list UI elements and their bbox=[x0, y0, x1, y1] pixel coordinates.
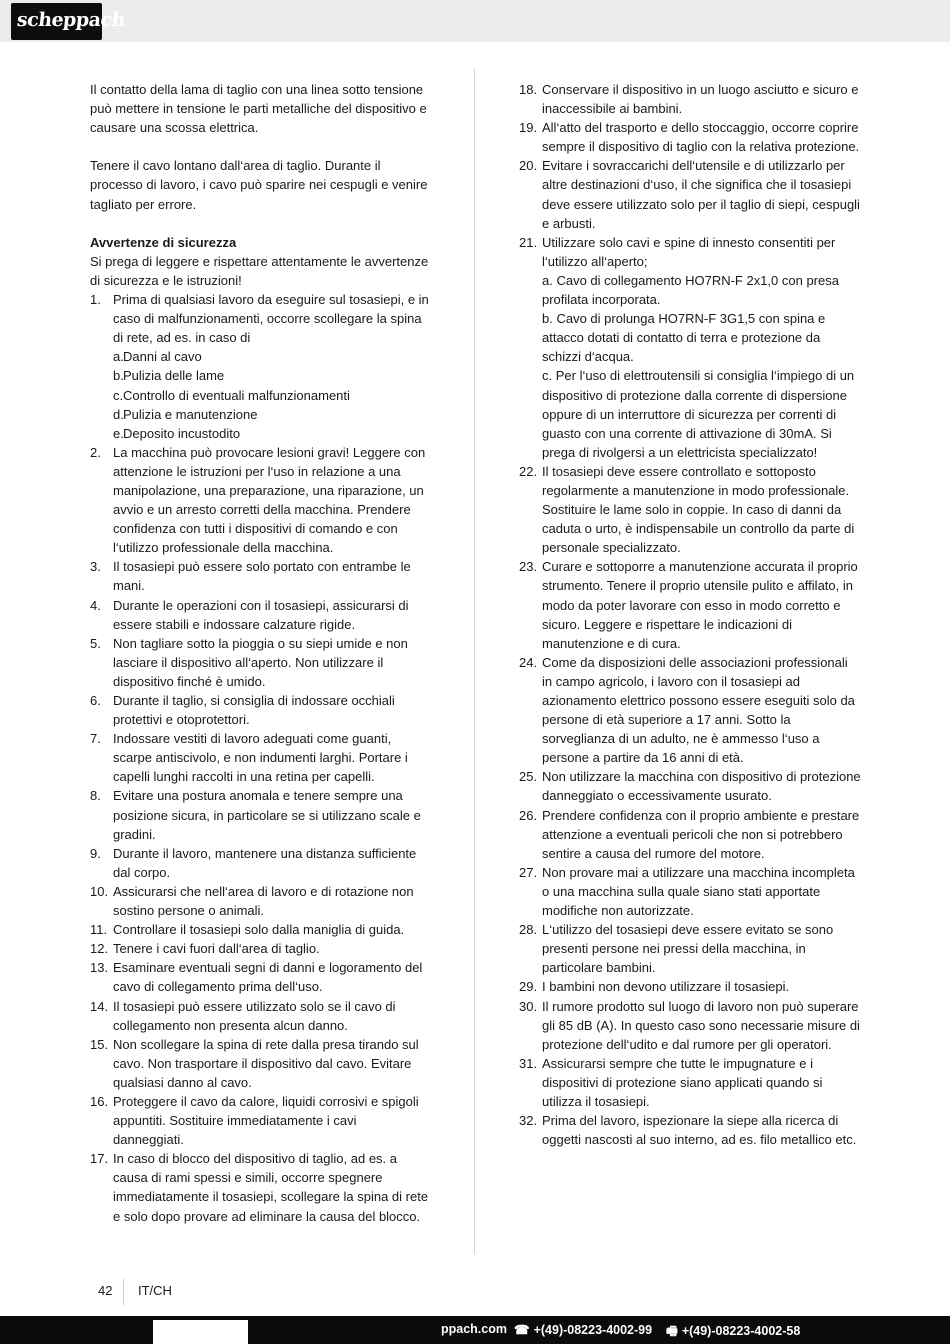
item-number: 20. bbox=[519, 158, 538, 174]
item-number: 4. bbox=[90, 597, 101, 613]
list-item bbox=[90, 997, 430, 1035]
item-body bbox=[113, 634, 430, 691]
list-item bbox=[90, 920, 430, 939]
item-number: 23. bbox=[519, 559, 538, 575]
list-item bbox=[519, 118, 861, 156]
item-number: 7. bbox=[90, 731, 101, 747]
item-text: In caso di blocco del dispositivo di taglio, ad es. a causa di rami spessi e simili, occorre spegnere immediatamente il tosasiepi, scollegare la spina di rete e solo dopo provare ad eliminare la causa del blocco. bbox=[113, 1151, 429, 1224]
sub-paragraph: c. Per l‘uso di elettroutensili si consiglia l‘impiego di un dispositivo di protezione dalla corrente di dispersione oppure di un interruttore di sicurezza per correnti di guasto con una corrente di attivazione di 30mA. Si prega di rivolgersi a un elettricista specializzato! bbox=[542, 368, 855, 460]
item-text: Proteggere il cavo da calore, liquidi corrosivi e spigoli appuntiti. Sostituire immediatamente i cavi danneggiati. bbox=[113, 1093, 419, 1148]
item-body bbox=[113, 939, 430, 958]
item-body bbox=[542, 920, 861, 977]
item-body bbox=[542, 156, 861, 232]
list-item bbox=[90, 844, 430, 882]
item-number: 26. bbox=[519, 807, 538, 823]
list-item bbox=[90, 596, 430, 634]
item-number: 12. bbox=[90, 941, 109, 957]
item-body bbox=[113, 997, 430, 1035]
item-body bbox=[542, 767, 861, 805]
item-number: 32. bbox=[519, 1113, 538, 1129]
item-text: Prima di qualsiasi lavoro da eseguire sul tosasiepi, e in caso di malfunzionamenti, occorre scollegare la spina di rete, ad es. in caso di bbox=[113, 292, 429, 346]
list-item bbox=[519, 462, 861, 557]
item-text: All‘atto del trasporto e dello stoccaggio, occorre coprire sempre il dispositivo di taglio con la relativa protezione. bbox=[542, 120, 860, 155]
item-body bbox=[542, 80, 861, 118]
item-text: Prima del lavoro, ispezionare la siepe alla ricerca di oggetti nascosti al suo interno, ad es. filo metallico etc. bbox=[542, 1113, 857, 1148]
item-text: Il tosasiepi può essere solo portato con entrambe le mani. bbox=[113, 559, 411, 594]
intro-paragraph-2: Tenere il cavo lontano dall‘area di taglio. Durante il processo di lavoro, i cavo può sparire nei cespugli e venire tagliato per errore. bbox=[90, 158, 428, 212]
list-item bbox=[90, 634, 430, 691]
item-text: Evitare una postura anomala e tenere sempre una posizione sicura, in particolare se si utilizzano scale e gradini. bbox=[113, 788, 421, 842]
item-body bbox=[542, 977, 861, 996]
item-number: 31. bbox=[519, 1055, 538, 1071]
sub-item bbox=[113, 366, 430, 385]
safety-list-right bbox=[519, 80, 861, 1149]
item-body bbox=[542, 806, 861, 863]
scheppach-logo bbox=[11, 3, 127, 40]
item-body bbox=[113, 691, 430, 729]
list-item bbox=[519, 863, 861, 920]
sub-item bbox=[113, 386, 430, 405]
list-item bbox=[519, 233, 861, 462]
language-code: IT/CH bbox=[138, 1283, 172, 1298]
list-item bbox=[519, 1111, 861, 1149]
item-number: 11. bbox=[90, 922, 108, 938]
item-body bbox=[113, 786, 430, 843]
left-column bbox=[90, 80, 430, 1226]
right-column bbox=[519, 80, 861, 1149]
sub-item-letter: c. bbox=[113, 387, 124, 403]
list-item bbox=[90, 939, 430, 958]
item-body bbox=[542, 557, 861, 652]
item-body bbox=[113, 596, 430, 634]
intro-paragraph-3: Si prega di leggere e rispettare attentamente le avvertenze di sicurezza e le istruzioni! bbox=[90, 253, 429, 288]
item-number: 18. bbox=[519, 82, 538, 97]
item-text: L‘utilizzo del tosasiepi deve essere evitato se sono presenti persone nei pressi della macchina, in particolare bambini. bbox=[542, 922, 834, 976]
item-text: Prendere confidenza con il proprio ambiente e prestare attenzione a eventuali pericoli che non si potrebbero sentire a causa del rumore del motore. bbox=[542, 807, 860, 861]
item-body bbox=[113, 557, 430, 595]
item-text: Il tosasiepi deve essere controllato e sottoposto regolarmente a manutenzione in modo professionale. Sostituire le lame solo in coppie. In caso di danni da caduta o urto, è indispensabile un controllo da parte di personale specializzato. bbox=[542, 463, 855, 556]
item-number: 29. bbox=[519, 979, 538, 995]
item-text: Esaminare eventuali segni di danni e logoramento del cavo di collegamento prima dell‘uso. bbox=[113, 960, 423, 995]
top-bar bbox=[0, 0, 950, 42]
sub-item-text: Deposito incustodito bbox=[123, 425, 241, 441]
list-item bbox=[90, 1035, 430, 1092]
list-item bbox=[90, 882, 430, 920]
list-item bbox=[519, 767, 861, 805]
item-number: 25. bbox=[519, 769, 538, 785]
safety-list-left bbox=[90, 290, 430, 1226]
list-item bbox=[519, 557, 861, 652]
sub-item-letter: d. bbox=[113, 406, 124, 422]
item-text: Durante le operazioni con il tosasiepi, assicurarsi di essere stabili e indossare calzature rigide. bbox=[113, 597, 409, 632]
item-body bbox=[542, 233, 861, 462]
list-item bbox=[90, 1149, 430, 1225]
sub-item bbox=[113, 424, 430, 443]
list-item bbox=[519, 156, 861, 232]
list-item bbox=[519, 806, 861, 863]
item-body bbox=[542, 863, 861, 920]
item-text: Conservare il dispositivo in un luogo asciutto e sicuro e inaccessibile ai bambini. bbox=[542, 82, 859, 117]
item-number: 1. bbox=[90, 292, 101, 308]
phone-icon: ☎ bbox=[514, 1323, 530, 1337]
item-text: Tenere i cavi fuori dall‘area di taglio. bbox=[113, 941, 320, 957]
section-heading: Avvertenze di sicurezza bbox=[90, 234, 237, 250]
list-item bbox=[90, 290, 430, 443]
item-number: 15. bbox=[90, 1036, 109, 1052]
item-body bbox=[113, 1035, 430, 1092]
item-body bbox=[113, 1149, 430, 1225]
list-item bbox=[519, 977, 861, 996]
item-body bbox=[542, 997, 861, 1054]
list-item bbox=[90, 691, 430, 729]
sub-item-letter: a. bbox=[113, 349, 124, 365]
item-text: Non provare mai a utilizzare una macchina incompleta o una macchina sulla quale siano stati apportate modifiche non autorizzate. bbox=[542, 864, 855, 919]
item-number: 9. bbox=[90, 845, 101, 861]
sub-item-letter: e. bbox=[113, 425, 124, 441]
item-text: Come da disposizioni delle associazioni professionali in campo agricolo, i lavoro con il tosasiepi ad azionamento elettrico possono essere eseguiti solo da persone di età superiore a 17 anni. Sotto la sorveglianza di un adulto, ne è ammesso l‘uso a persone a partire da 16 anni di età. bbox=[542, 654, 855, 766]
item-body bbox=[113, 729, 430, 786]
list-item bbox=[519, 920, 861, 977]
list-item bbox=[90, 786, 430, 843]
page-number: 42 bbox=[98, 1283, 113, 1298]
item-number: 24. bbox=[519, 654, 538, 670]
item-body bbox=[113, 1092, 430, 1149]
sub-item bbox=[113, 347, 430, 366]
item-number: 3. bbox=[90, 559, 101, 575]
footer-divider bbox=[123, 1279, 124, 1305]
list-item bbox=[519, 1054, 861, 1111]
item-text: Indossare vestiti di lavoro adeguati come guanti, scarpe antiscivolo, e non indumenti larghi. Portare i capelli lunghi raccolti in una retina per capelli. bbox=[113, 731, 408, 785]
item-number: 30. bbox=[519, 998, 538, 1014]
list-item bbox=[519, 80, 861, 118]
list-item bbox=[90, 729, 430, 786]
list-item bbox=[519, 653, 861, 768]
fax-number bbox=[666, 1322, 800, 1343]
item-number: 8. bbox=[90, 788, 101, 804]
item-body bbox=[542, 653, 861, 768]
item-number: 19. bbox=[519, 120, 538, 136]
item-body bbox=[113, 443, 430, 558]
website-link[interactable]: ppach.com bbox=[441, 1322, 507, 1336]
fax-text: +(49)-08223-4002-58 bbox=[681, 1324, 801, 1338]
list-item bbox=[90, 443, 430, 558]
item-body bbox=[113, 290, 430, 443]
phone-number bbox=[514, 1322, 652, 1337]
item-number: 10. bbox=[90, 883, 109, 899]
item-text: Curare e sottoporre a manutenzione accurata il proprio strumento. Tenere il proprio utensile pulito e affilato, in modo da poter lavorare con esso in modo corretto e sicuro. Leggere e rispettare le indicazioni di manutenzione e di cura. bbox=[542, 559, 858, 651]
item-number: 17. bbox=[90, 1151, 109, 1167]
item-number: 21. bbox=[519, 234, 538, 250]
logo-text: scheppach bbox=[15, 9, 127, 31]
item-text: Il tosasiepi può essere utilizzato solo se il cavo di collegamento non presenta alcun danno. bbox=[113, 998, 396, 1033]
item-text: I bambini non devono utilizzare il tosasiepi. bbox=[542, 979, 790, 995]
item-number: 27. bbox=[519, 864, 538, 880]
sub-item-text: Pulizia delle lame bbox=[123, 368, 225, 384]
item-number: 28. bbox=[519, 922, 538, 938]
item-body bbox=[542, 1054, 861, 1111]
item-text: Durante il lavoro, mantenere una distanza sufficiente dal corpo. bbox=[113, 845, 417, 880]
item-number: 13. bbox=[90, 960, 109, 976]
item-body bbox=[113, 958, 430, 996]
item-number: 14. bbox=[90, 998, 109, 1014]
item-text: Non utilizzare la macchina con dispositivo di protezione danneggiato o eccessivamente usurato. bbox=[542, 769, 861, 804]
item-body bbox=[542, 1111, 861, 1149]
item-body bbox=[542, 118, 861, 156]
item-text: Assicurarsi sempre che tutte le impugnature e i dispositivi di protezione siano applicati quando si utilizza il tosasiepi. bbox=[542, 1055, 823, 1109]
intro-paragraph-1: Il contatto della lama di taglio con una linea sotto tensione può mettere in tensione le parti metalliche del dispositivo e causare una scossa elettrica. bbox=[90, 82, 427, 136]
item-number: 22. bbox=[519, 463, 538, 479]
sub-paragraph: b. Cavo di prolunga HO7RN-F 3G1,5 con spina e attacco dotati di contatto di terra e protezione da schizzi d‘acqua. bbox=[542, 311, 826, 365]
contact-bar-box bbox=[153, 1320, 248, 1344]
column-divider bbox=[474, 68, 475, 1254]
list-item bbox=[90, 1092, 430, 1149]
item-text: Evitare i sovraccarichi dell‘utensile e di utilizzarlo per altre destinazioni d‘uso, il che significa che il tosasiepi deve essere utilizzato solo per il taglio di siepi, cespugli e arbusti. bbox=[542, 158, 860, 231]
item-body bbox=[113, 882, 430, 920]
sub-item bbox=[113, 405, 430, 424]
sub-item-text: Pulizia e manutenzione bbox=[123, 406, 258, 422]
sub-item-text: Danni al cavo bbox=[123, 349, 202, 365]
item-text: Non scollegare la spina di rete dalla presa tirando sul cavo. Non trasportare il dispositivo dal cavo. Evitare qualsiasi danno al cavo. bbox=[113, 1036, 419, 1090]
item-text: Controllare il tosasiepi solo dalla maniglia di guida. bbox=[113, 922, 405, 938]
list-item bbox=[519, 997, 861, 1054]
fax-icon: 🖷 bbox=[666, 1324, 678, 1338]
list-item bbox=[90, 958, 430, 996]
item-number: 6. bbox=[90, 693, 101, 708]
item-body bbox=[542, 462, 861, 557]
item-number: 16. bbox=[90, 1093, 109, 1109]
item-text: Il rumore prodotto sul luogo di lavoro non può superare gli 85 dB (A). In questo caso sono necessarie misure di protezione dell‘udito e dal rumore per gli operatori. bbox=[542, 998, 860, 1052]
item-text: Utilizzare solo cavi e spine di innesto consentiti per l‘utilizzo all‘aperto; bbox=[542, 234, 836, 269]
item-body bbox=[113, 920, 430, 939]
sub-item-text: Controllo di eventuali malfunzionamenti bbox=[123, 387, 350, 403]
sub-paragraph: a. Cavo di collegamento HO7RN-F 2x1,0 con presa profilata incorporata. bbox=[542, 272, 839, 308]
list-item bbox=[90, 557, 430, 595]
item-text: Durante il taglio, si consiglia di indossare occhiali protettivi e otoprotettori. bbox=[113, 693, 395, 728]
item-number: 5. bbox=[90, 635, 101, 651]
item-number: 2. bbox=[90, 444, 101, 460]
item-text: La macchina può provocare lesioni gravi! Leggere con attenzione le istruzioni per l‘uso in relazione a una manipolazione, una preparazione, una riparazione, un avvio e un arresto corretti della macchina. Prendere confidenza con tutti i dispositivi di comando e con l‘utilizzo professionale della macchina. bbox=[113, 444, 426, 556]
phone-text: +(49)-08223-4002-99 bbox=[533, 1323, 653, 1337]
item-text: Assicurarsi che nell‘area di lavoro e di rotazione non sostino persone o animali. bbox=[113, 883, 414, 919]
item-text: Non tagliare sotto la pioggia o su siepi umide e non lasciare il dispositivo all‘aperto. Non utilizzare il dispositivo finché è umido. bbox=[113, 635, 408, 689]
item-body bbox=[113, 844, 430, 882]
sub-item-letter: b. bbox=[113, 368, 124, 384]
